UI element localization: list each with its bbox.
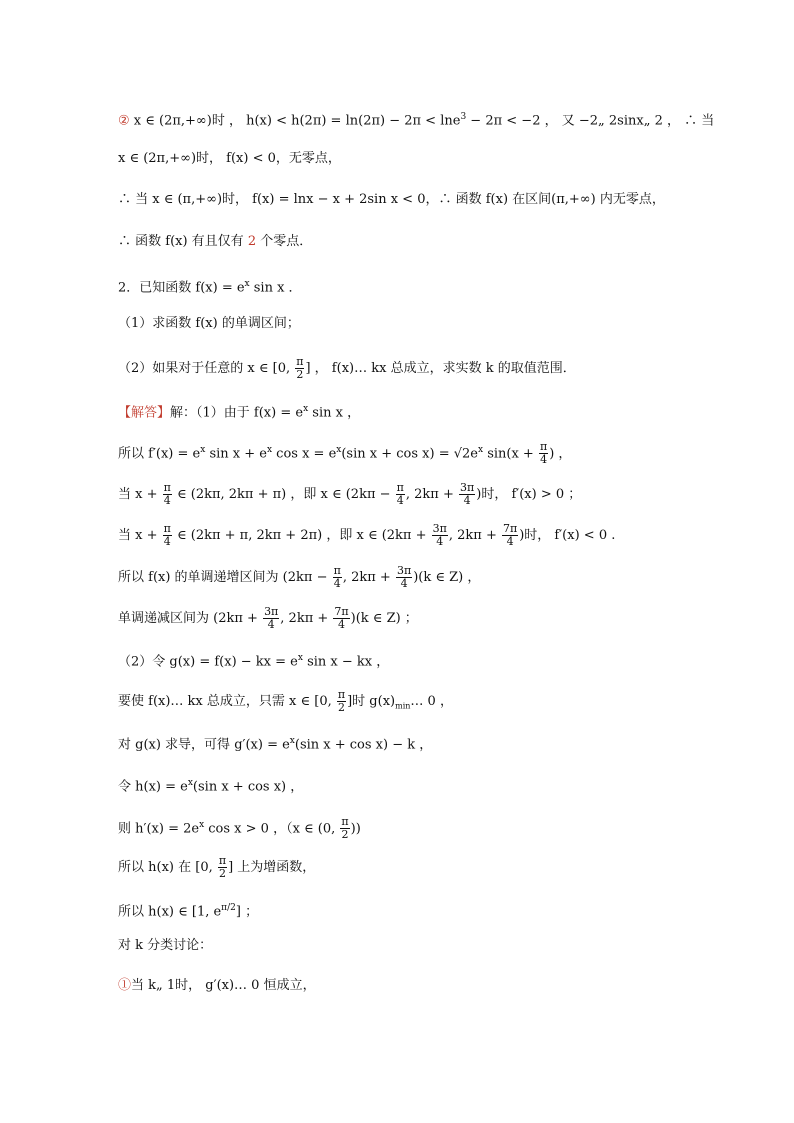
line-text: ] ； — [235, 904, 259, 920]
fraction-numerator: π — [337, 688, 346, 701]
line-text: sin x ， — [308, 405, 361, 421]
line-text: (sin x + cos x) = √2e — [341, 446, 478, 462]
fraction-numerator: π — [296, 355, 304, 368]
line-text: )(k ∈ Z) ， — [413, 570, 481, 585]
text-line-l16 — [118, 731, 724, 755]
text-line-l10 — [118, 482, 724, 507]
text-line-l17 — [118, 773, 724, 797]
superscript: x — [266, 445, 273, 455]
line-text: 则 h′(x) = 2e — [118, 821, 200, 837]
subscript: min — [395, 701, 411, 711]
line-text: 所以 h(x) ∈ [1, e — [118, 904, 222, 920]
text-line-l20 — [118, 898, 724, 922]
text-line-l22 — [118, 976, 724, 996]
line-text: (sin x + cos x) − k ， — [294, 737, 433, 753]
fraction — [459, 482, 475, 507]
line-text: sin x ． — [249, 280, 302, 296]
superscript: π/2 — [221, 903, 236, 913]
line-text: − 2π < −2 ， 又 −2„ 2sinx„ 2 ， ∴ 当 — [466, 113, 715, 129]
fraction-denominator: 2 — [296, 368, 304, 381]
line-text: ] 上为增函数， — [228, 860, 316, 875]
superscript: x — [303, 404, 309, 414]
text-line-l1 — [118, 107, 724, 131]
fraction — [396, 482, 405, 507]
fraction-denominator: 2 — [218, 867, 226, 880]
superscript: x — [477, 445, 484, 455]
fraction-denominator: 4 — [333, 577, 341, 590]
line-text: （2）如果对于任意的 x ∈ [0, — [118, 361, 295, 376]
line-text: ∈ (2kπ, 2kπ + π) ，即 x ∈ (2kπ − — [172, 487, 395, 502]
fraction-denominator: 4 — [338, 618, 346, 631]
highlight-text: ② — [118, 113, 134, 129]
line-text: （1）求函数 f(x) 的单调区间； — [118, 316, 300, 331]
line-text: cos x = e — [272, 446, 337, 462]
line-text: sin x − kx ， — [302, 654, 390, 670]
text-line-l13 — [118, 606, 724, 631]
text-line-l15 — [118, 689, 724, 717]
line-text: 要使 f(x)… kx 总成立，只需 x ∈ [0, — [118, 694, 336, 709]
fraction — [163, 482, 172, 507]
fraction — [333, 606, 349, 631]
text-line-l21 — [118, 936, 724, 956]
line-text: 对 k 分类讨论： — [118, 938, 213, 953]
line-text: 当 x + — [118, 528, 162, 543]
fraction-numerator: π — [218, 854, 227, 867]
text-line-l12 — [118, 565, 724, 590]
line-text: cos x > 0 ，（x ∈ (0, — [204, 821, 340, 837]
text-line-l3 — [118, 190, 724, 210]
line-text: 解：（1）由于 f(x) = e — [170, 405, 304, 421]
text-line-l5 — [118, 274, 724, 298]
fraction-numerator: π — [163, 481, 171, 494]
fraction-denominator: 4 — [163, 494, 171, 507]
text-line-l6 — [118, 314, 724, 334]
text-line-l19 — [118, 855, 724, 880]
line-text: sin x + e — [205, 446, 267, 462]
superscript: x — [200, 445, 206, 455]
text-line-l9 — [118, 440, 724, 466]
line-text: 所以 f′(x) = e — [118, 446, 201, 462]
fraction — [340, 816, 349, 841]
fraction-denominator: 4 — [267, 618, 275, 631]
line-text: , 2kπ + — [280, 611, 333, 626]
line-text: 个零点． — [256, 234, 313, 249]
line-text: （2）令 g(x) = f(x) − kx = e — [118, 654, 298, 670]
text-line-l7 — [118, 356, 724, 381]
fraction — [263, 606, 279, 631]
fraction-numerator: π — [396, 481, 404, 494]
fraction-numerator: 3π — [460, 481, 475, 494]
superscript: x — [297, 653, 303, 663]
text-line-l11 — [118, 523, 724, 548]
fraction-denominator: 4 — [396, 494, 404, 507]
text-line-l8 — [118, 399, 724, 423]
fraction-denominator: 4 — [436, 535, 444, 548]
line-text: ∴ 函数 f(x) 有且仅有 — [118, 234, 248, 249]
line-text: )时， f′(x) > 0 ； — [476, 487, 582, 502]
line-text: 单调递减区间为 (2kπ + — [118, 611, 263, 626]
line-text: x ∈ (2π,+∞)时 ， h(x) < h(2π) = ln(2π) − 2π < lne — [133, 113, 461, 129]
fraction — [337, 689, 346, 714]
line-text: ∴ 当 x ∈ (π,+∞)时， f(x) = lnx − x + 2sin x < 0，∴ 函数 f(x) 在区间(π,+∞) 内无零点， — [118, 192, 665, 207]
fraction — [396, 565, 412, 590]
line-text: 当 k„ 1时， g′(x)… 0 恒成立， — [131, 978, 316, 993]
fraction-numerator: 3π — [432, 522, 447, 535]
line-text: )时， f′(x) < 0 . — [519, 528, 616, 543]
line-text: , 2kπ + — [448, 528, 501, 543]
text-line-l4 — [118, 232, 724, 252]
fraction-numerator: π — [163, 522, 171, 535]
fraction — [295, 356, 304, 381]
fraction-denominator: 4 — [163, 535, 171, 548]
fraction — [539, 441, 548, 466]
fraction-denominator: 4 — [506, 535, 514, 548]
line-text: 当 x + — [118, 487, 162, 502]
line-text: … 0 ， — [410, 694, 453, 709]
fraction-denominator: 2 — [337, 701, 345, 714]
fraction — [218, 855, 227, 880]
text-line-l18 — [118, 815, 724, 841]
line-text: )(k ∈ Z) ； — [350, 611, 418, 626]
text-line-l14 — [118, 648, 724, 672]
fraction-denominator: 4 — [463, 494, 471, 507]
highlight-text: ① — [118, 978, 132, 993]
fraction-numerator: 3π — [264, 605, 279, 618]
superscript: x — [187, 778, 193, 788]
fraction — [502, 523, 518, 548]
text-line-l2 — [118, 149, 724, 169]
superscript: x — [336, 445, 342, 455]
superscript: x — [289, 736, 295, 746]
fraction-numerator: 7π — [334, 605, 349, 618]
line-text: sin(x + — [483, 446, 538, 462]
line-text: , 2kπ + — [405, 487, 459, 502]
fraction — [432, 523, 448, 548]
line-text: 所以 f(x) 的单调递增区间为 (2kπ − — [118, 570, 332, 585]
fraction-numerator: 3π — [396, 564, 412, 577]
fraction-numerator: π — [539, 440, 548, 454]
line-text: ∈ (2kπ + π, 2kπ + 2π) ，即 x ∈ (2kπ + — [172, 528, 431, 543]
fraction-numerator: π — [333, 564, 341, 577]
line-text: x ∈ (2π,+∞)时， f(x) < 0，无零点， — [118, 151, 341, 166]
superscript: x — [244, 279, 250, 289]
line-text: (sin x + cos x) ， — [192, 779, 304, 795]
fraction — [163, 523, 172, 548]
line-text: 对 g(x) 求导，可得 g′(x) = e — [118, 737, 290, 753]
line-text: 令 h(x) = e — [118, 779, 188, 795]
fraction-denominator: 2 — [341, 828, 349, 842]
line-text: )) — [350, 821, 361, 837]
line-text: 所以 h(x) 在 [0, — [118, 860, 217, 875]
superscript: x — [199, 820, 205, 830]
line-text: ) ， — [549, 446, 572, 462]
fraction-denominator: 4 — [540, 453, 548, 467]
highlight-text: 2 — [247, 234, 257, 249]
fraction-denominator: 4 — [400, 577, 408, 590]
fraction-numerator: 7π — [502, 522, 518, 535]
highlight-text: 【解答】 — [118, 405, 171, 421]
superscript: 3 — [460, 112, 467, 122]
line-text: ] ， f(x)… kx 总成立，求实数 k 的取值范围． — [305, 361, 576, 376]
line-text: ]时 g(x) — [347, 694, 396, 709]
line-text: , 2kπ + — [342, 570, 395, 585]
line-text: 2．已知函数 f(x) = e — [118, 280, 245, 296]
fraction — [333, 565, 342, 590]
fraction-numerator: π — [341, 815, 349, 829]
